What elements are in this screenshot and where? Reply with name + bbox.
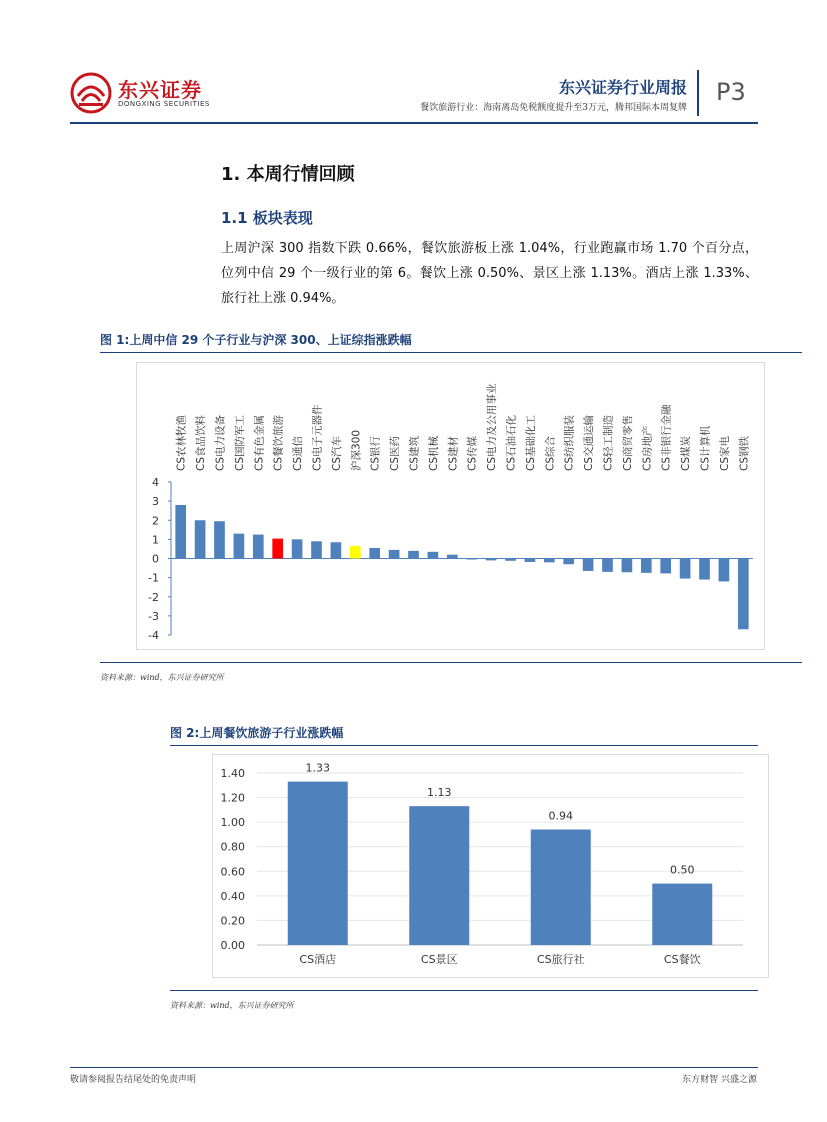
chart1-bar xyxy=(292,539,303,558)
chart1-bar xyxy=(253,535,264,559)
chart1-bar xyxy=(214,521,225,558)
chart1-y-tick-label: -4 xyxy=(148,629,159,642)
chart2-y-tick-label: 0.00 xyxy=(220,939,245,952)
chart1-category-label: CS通信 xyxy=(292,436,305,471)
chart2-y-tick-label: 1.20 xyxy=(220,791,245,805)
footer-disclaimer: 敬请参阅报告结尾处的免责声明 xyxy=(70,1075,197,1085)
chart2-data-label: 1.13 xyxy=(427,786,452,800)
chart1-category-label: CS建筑 xyxy=(408,436,421,471)
chart1-category-label: CS非银行金融 xyxy=(660,404,673,471)
chart1-category-label: CS电子元器件 xyxy=(311,404,324,471)
chart1-category-label: CS国防军工 xyxy=(233,415,246,471)
chart1-category-label: CS食品饮料 xyxy=(195,415,208,471)
chart2-bar xyxy=(409,806,469,945)
chart1-bar xyxy=(680,559,691,579)
chart1-bar xyxy=(428,552,439,559)
chart1-category-label: CS商贸零售 xyxy=(621,414,634,471)
chart1-bar xyxy=(234,534,245,559)
chart1-category-label: CS有色金属 xyxy=(253,415,266,471)
chart1-bar xyxy=(350,546,361,559)
figure1-title: 图 1:上周中信 29 个子行业与沪深 300、上证综指涨跌幅 xyxy=(100,333,412,347)
chart2-bar xyxy=(531,830,591,945)
chart1-bar xyxy=(563,559,574,565)
chart1-bar xyxy=(331,542,342,558)
chart1-bar xyxy=(272,539,283,559)
chart1-y-tick-label: 2 xyxy=(152,514,159,528)
chart1-bar xyxy=(622,559,633,573)
chart1-bar xyxy=(389,550,400,559)
header-divider xyxy=(697,70,699,116)
chart1-bar xyxy=(583,559,594,571)
chart2-y-tick-label: 0.40 xyxy=(220,889,245,903)
chart1-category-label: CS纺织服装 xyxy=(563,415,576,471)
chart2-data-label: 0.50 xyxy=(670,863,695,877)
logo-cn-text: 东兴证券 xyxy=(118,78,202,102)
chart1-bar xyxy=(175,505,186,559)
chart1-category-label: CS电力设备 xyxy=(214,415,227,471)
chart1-category-label: CS银行 xyxy=(369,436,382,471)
chart1-category-label: CS家电 xyxy=(718,436,731,471)
chart2-y-tick-label: 0.20 xyxy=(220,914,245,928)
figure1-source: 资料来源：wind，东兴证券研究所 xyxy=(100,673,224,682)
chart1-bar xyxy=(699,559,710,580)
chart1-category-label: 沪深300 xyxy=(350,429,363,471)
chart1-bar xyxy=(660,559,671,574)
figure1-top-rule xyxy=(100,352,802,353)
chart1-category-label: CS石油石化 xyxy=(505,415,518,471)
chart2-y-tick-label: 1.00 xyxy=(220,816,245,830)
figure2-chart-svg xyxy=(213,755,768,977)
logo-emblem-icon xyxy=(70,72,112,114)
chart2-bar xyxy=(288,782,348,945)
chart1-category-label: CS机械 xyxy=(427,436,440,471)
figure2-bottom-rule xyxy=(170,990,758,991)
chart1-bar xyxy=(311,541,322,558)
figure2-title: 图 2:上周餐饮旅游子行业涨跌幅 xyxy=(170,726,344,740)
chart2-category-label: CS酒店 xyxy=(299,953,337,966)
figure2-top-rule xyxy=(170,745,758,746)
chart1-category-label: CS轻工制造 xyxy=(602,415,615,471)
subsection-heading: 1.1 板块表现 xyxy=(221,209,313,227)
chart1-bar xyxy=(544,559,555,563)
chart1-bar xyxy=(195,520,206,558)
section-heading: 1. 本周行情回顾 xyxy=(221,164,355,185)
chart1-y-tick-label: -3 xyxy=(148,609,159,623)
report-subtitle: 餐饮旅游行业：海南离岛免税额度提升至3万元，腾邦国际本周复牌 xyxy=(420,103,687,113)
chart1-category-label: CS基础化工 xyxy=(524,415,537,471)
chart1-y-tick-label: 0 xyxy=(152,552,159,566)
logo-en-text: DONGXING SECURITIES xyxy=(118,100,210,108)
chart1-y-tick-label: 1 xyxy=(152,533,159,547)
chart1-bar xyxy=(486,559,497,561)
figure1-chart xyxy=(136,362,765,650)
chart1-category-label: CS传媒 xyxy=(466,436,479,471)
chart1-y-tick-label: -1 xyxy=(148,571,159,585)
chart1-category-label: CS房地产 xyxy=(641,425,654,471)
chart1-y-tick-label: 4 xyxy=(152,476,159,489)
chart1-category-label: CS汽车 xyxy=(330,436,343,471)
chart1-category-label: CS农林牧渔 xyxy=(175,415,188,471)
header-rule xyxy=(70,122,758,124)
chart1-category-label: CS餐饮旅游 xyxy=(272,415,285,471)
chart1-bar xyxy=(447,555,458,559)
chart2-bar xyxy=(652,884,712,945)
summary-paragraph: 上周沪深 300 指数下跌 0.66%，餐饮旅游板上涨 1.04%，行业跑赢市场 1.70 个百分点，位列中信 29 个一级行业的第 6。餐饮上涨 0.50%、景区上涨 1.13%。酒店上涨 1.33%、旅行社上涨 0.94%。 xyxy=(221,241,758,306)
chart2-y-tick-label: 0.80 xyxy=(220,840,245,854)
chart1-category-label: CS煤炭 xyxy=(680,436,693,471)
company-logo xyxy=(70,72,220,116)
chart1-bar xyxy=(602,559,613,572)
chart2-category-label: CS旅行社 xyxy=(536,953,585,966)
figure1-chart-svg xyxy=(137,363,764,649)
figure2-chart xyxy=(212,754,769,978)
chart1-bar xyxy=(466,559,477,560)
chart1-bar xyxy=(369,548,380,559)
chart1-bar xyxy=(641,559,652,573)
chart1-category-label: CS建材 xyxy=(447,436,460,471)
chart1-category-label: CS交通运输 xyxy=(583,415,596,471)
chart1-bar xyxy=(525,559,536,562)
chart2-category-label: CS景区 xyxy=(420,953,458,966)
chart1-bar xyxy=(738,559,749,630)
footer-rule xyxy=(70,1067,758,1068)
figure1-bottom-rule xyxy=(100,662,802,663)
chart2-y-tick-label: 0.60 xyxy=(220,865,245,879)
chart2-category-label: CS餐饮 xyxy=(663,953,701,966)
figure2-source: 资料来源：wind，东兴证券研究所 xyxy=(170,1001,294,1010)
chart1-category-label: CS电力及公用事业 xyxy=(486,383,499,471)
chart2-data-label: 0.94 xyxy=(548,809,573,823)
page-number: P3 xyxy=(716,78,746,106)
chart1-category-label: CS计算机 xyxy=(699,425,712,471)
chart1-bar xyxy=(719,559,730,582)
chart2-data-label: 1.33 xyxy=(305,761,330,775)
chart1-category-label: CS钢铁 xyxy=(738,436,751,471)
report-title: 东兴证券行业周报 xyxy=(558,78,687,97)
chart1-bar xyxy=(505,559,516,561)
chart1-bar xyxy=(408,551,419,559)
chart1-category-label: CS综合 xyxy=(544,436,557,471)
chart1-y-tick-label: 3 xyxy=(152,495,159,509)
footer-slogan: 东方财智 兴盛之源 xyxy=(682,1075,757,1085)
chart2-y-tick-label: 1.40 xyxy=(220,767,245,780)
chart1-category-label: CS医药 xyxy=(389,436,402,471)
chart1-y-tick-label: -2 xyxy=(148,590,159,604)
